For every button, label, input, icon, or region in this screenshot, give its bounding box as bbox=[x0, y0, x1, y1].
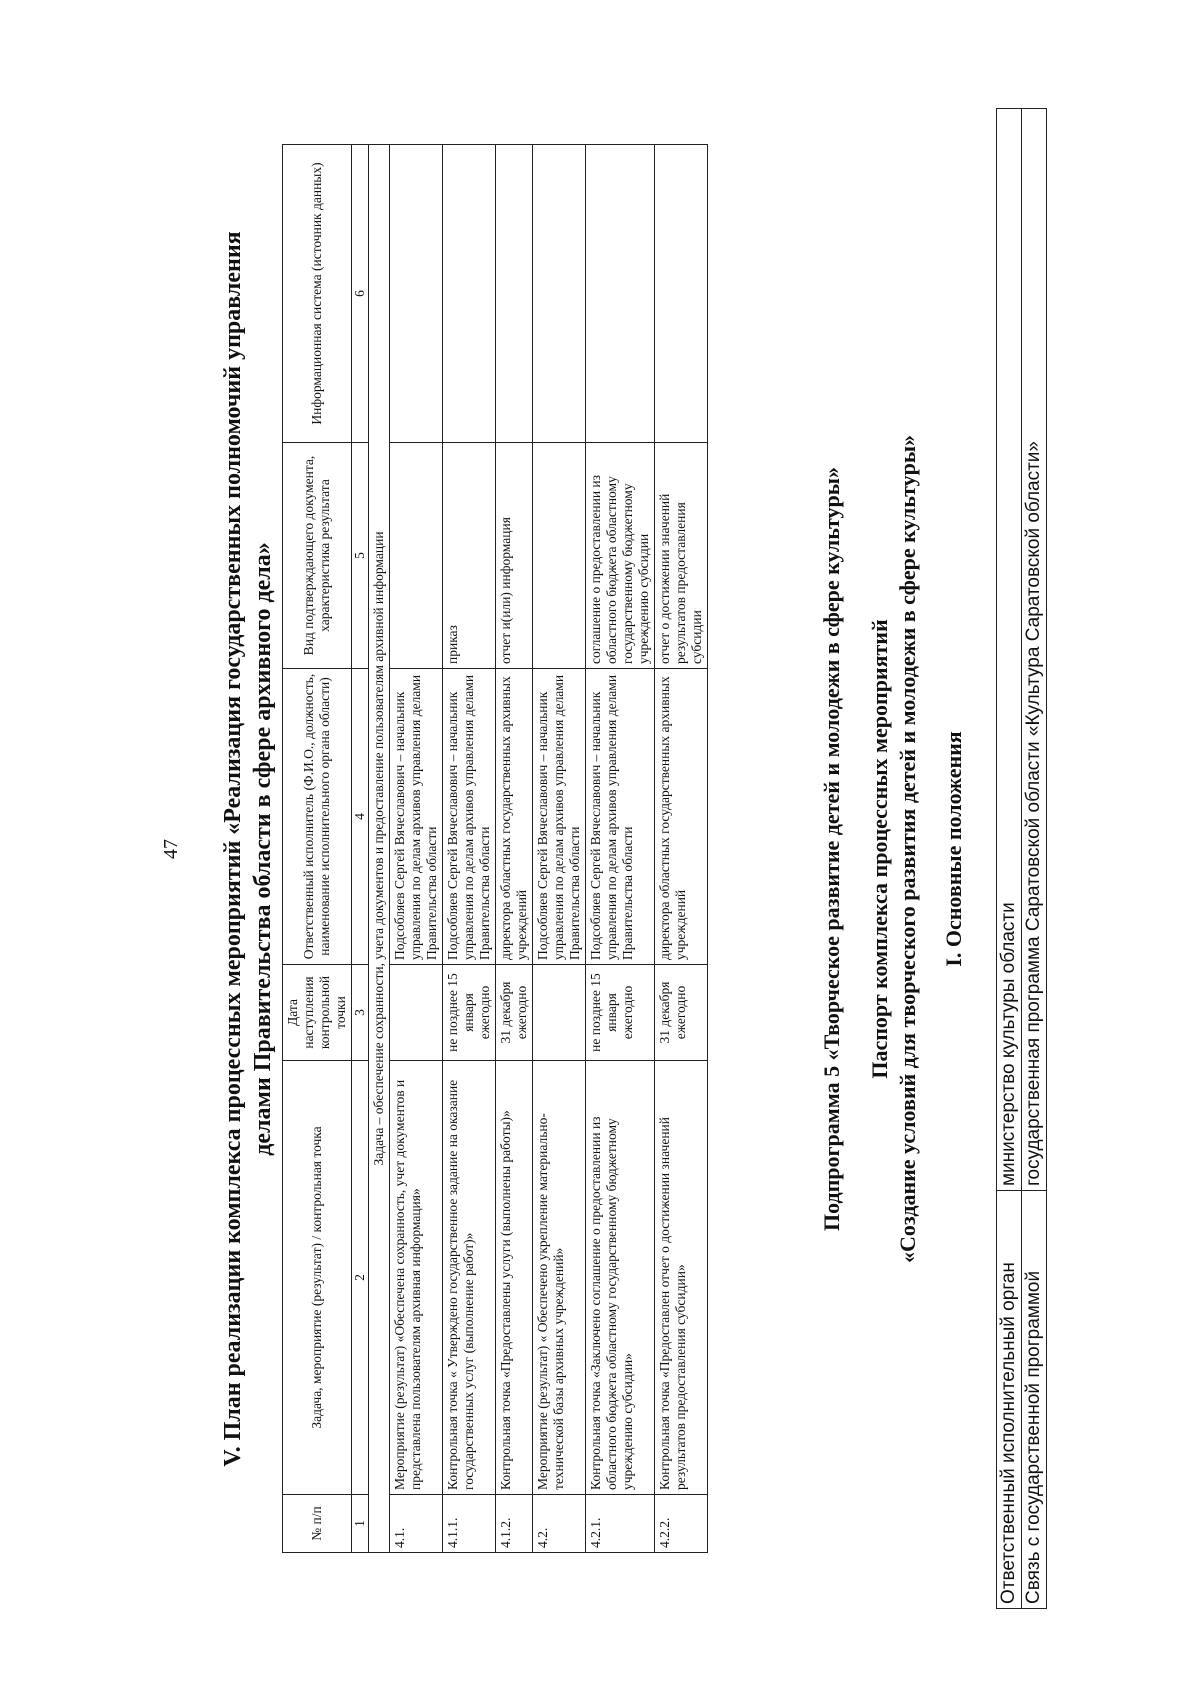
row-date: не позднее 15 января ежегодно bbox=[586, 964, 655, 1060]
row-executor: директора областных государственных архивных учреждений bbox=[655, 668, 708, 964]
header-cell-executor: Ответственный исполнитель (Ф.И.О., должность, наименование исполнительного органа области) bbox=[283, 668, 352, 964]
task-row bbox=[369, 144, 390, 1552]
row-num: 4.2.2. bbox=[655, 1494, 708, 1552]
passport-title-line-2: «Создание условий для творческого развития детей и молодежи в сфере культуры» bbox=[895, 434, 920, 1263]
column-number: 5 bbox=[352, 442, 369, 668]
column-number: 4 bbox=[352, 668, 369, 964]
row-document: соглашение о предоставлении из областного бюджета областному государственному бюджетному учреждению субсидии bbox=[586, 442, 655, 668]
header-cell-document: Вид подтверждающего документа, характеристика результата bbox=[283, 442, 352, 668]
section-title: I. Основные положения bbox=[941, 730, 966, 967]
column-number: 6 bbox=[352, 144, 369, 442]
row-num: 4.2.1. bbox=[586, 1494, 655, 1552]
passport-value: государственная программа Саратовской области «Культура Саратовской области» bbox=[1022, 108, 1047, 1190]
passport-table bbox=[996, 108, 1047, 1609]
row-name: Мероприятие (результат) « Обеспечено укрепление материально-технической базы архивных учреждений» bbox=[533, 1060, 586, 1494]
column-number: 1 bbox=[352, 1494, 369, 1552]
header-cell-system: Информационная система (источник данных) bbox=[283, 144, 352, 442]
row-num: 4.1.2. bbox=[496, 1494, 533, 1552]
task-cell: Задача – обеспечение сохранности, учета документов и предоставление пользователям архивной информации bbox=[369, 144, 390, 1552]
row-system bbox=[390, 144, 443, 442]
passport-row bbox=[997, 108, 1022, 1608]
row-name: Контрольная точка «Заключено соглашение о предоставлении из областного бюджета областному государственному бюджетному учреждению субсидии» bbox=[586, 1060, 655, 1494]
passport-row bbox=[1022, 108, 1047, 1608]
row-num: 4.2. bbox=[533, 1494, 586, 1552]
row-executor: Подсобляев Сергей Вячеславович – начальник управления по делам архивов управления делами Правительства области bbox=[390, 668, 443, 964]
row-executor: Подсобляев Сергей Вячеславович – начальник управления по делам архивов управления делами Правительства области bbox=[533, 668, 586, 964]
table-row bbox=[655, 144, 708, 1552]
header-cell-task: Задача, мероприятие (результат) / контрольная точка bbox=[283, 1060, 352, 1494]
row-system bbox=[443, 144, 496, 442]
plan-title-line-2: делами Правительства области в сфере архивного дела» bbox=[250, 541, 276, 1156]
row-document bbox=[390, 442, 443, 668]
row-document bbox=[533, 442, 586, 668]
table-row bbox=[390, 144, 443, 1552]
header-cell-num: № п/п bbox=[283, 1494, 352, 1552]
row-system bbox=[496, 144, 533, 442]
row-name: Контрольная точка «Предоставлены услуги (выполнены работы)» bbox=[496, 1060, 533, 1494]
plan-table bbox=[282, 144, 708, 1553]
passport-title-line-1: Паспорт комплекса процессных мероприятий bbox=[867, 618, 892, 1079]
row-document: отчет и(или) информация bbox=[496, 442, 533, 668]
row-num: 4.1.1. bbox=[443, 1494, 496, 1552]
column-number: 2 bbox=[352, 1060, 369, 1494]
row-date bbox=[533, 964, 586, 1060]
row-system bbox=[586, 144, 655, 442]
row-system bbox=[533, 144, 586, 442]
row-name: Контрольная точка « Утверждено государственное задание на оказание государственных услуг (выполнение работ)» bbox=[443, 1060, 496, 1494]
passport-label: Связь с государственной программой bbox=[1022, 1190, 1047, 1608]
table-row bbox=[586, 144, 655, 1552]
row-executor: директора областных государственных архивных учреждений bbox=[496, 668, 533, 964]
plan-title-line-1: V. План реализации комплекса процессных мероприятий «Реализация государственных полномочий управления bbox=[220, 230, 246, 1467]
row-name: Мероприятие (результат) «Обеспечена сохранность, учет документов и представлена пользователям архивная информация» bbox=[390, 1060, 443, 1494]
table-header-row bbox=[283, 144, 352, 1552]
table-row bbox=[443, 144, 496, 1552]
row-executor: Подсобляев Сергей Вячеславович – начальник управления по делам архивов управления делами Правительства области bbox=[586, 668, 655, 964]
row-system bbox=[655, 144, 708, 442]
row-executor: Подсобляев Сергей Вячеславович – начальник управления по делам архивов управления делами Правительства области bbox=[443, 668, 496, 964]
passport-label: Ответственный исполнительный орган bbox=[997, 1190, 1022, 1608]
table-row bbox=[496, 144, 533, 1552]
row-date bbox=[390, 964, 443, 1060]
passport-value: министерство культуры области bbox=[997, 108, 1022, 1190]
subprogram-title: Подпрограмма 5 «Творческое развитие детей и молодежи в сфере культуры» bbox=[819, 466, 844, 1231]
row-document: отчет о достижении значений результатов предоставления субсидии bbox=[655, 442, 708, 668]
row-date: 31 декабря ежегодно bbox=[496, 964, 533, 1060]
column-number: 3 bbox=[352, 964, 369, 1060]
passport-title bbox=[866, 49, 922, 1649]
header-cell-date: Дата наступления контрольной точки bbox=[283, 964, 352, 1060]
row-document: приказ bbox=[443, 442, 496, 668]
table-row bbox=[533, 144, 586, 1552]
column-number-row bbox=[352, 144, 369, 1552]
row-date: 31 декабря ежегодно bbox=[655, 964, 708, 1060]
row-date: не позднее 15 января ежегодно bbox=[443, 964, 496, 1060]
page-number: 47 bbox=[160, 838, 182, 859]
plan-title bbox=[218, 49, 278, 1649]
row-name: Контрольная точка «Предоставлен отчет о достижении значений результатов предоставления субсидии» bbox=[655, 1060, 708, 1494]
rotated-page bbox=[150, 49, 1050, 1649]
row-num: 4.1. bbox=[390, 1494, 443, 1552]
